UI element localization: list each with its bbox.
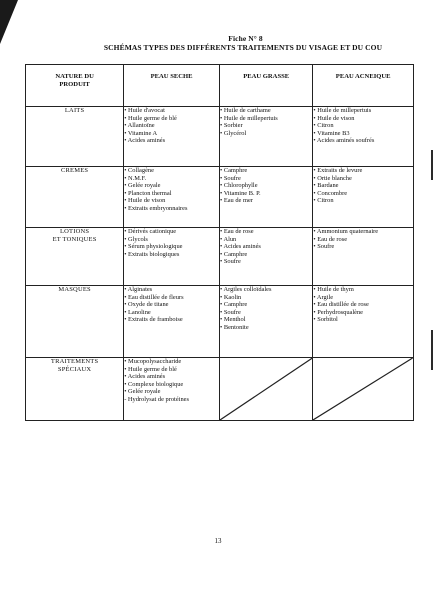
row-label-line: SPÉCIAUX xyxy=(57,366,92,373)
ingredient-list xyxy=(124,167,219,213)
scan-corner-mark xyxy=(0,0,18,44)
ingredient-list xyxy=(313,107,413,145)
empty-cell-crossed xyxy=(219,358,312,421)
ingredient-item: • Concombre xyxy=(313,189,348,197)
row-label-line: CREMES xyxy=(60,167,89,174)
ingredient-list xyxy=(124,358,219,404)
ingredient-item: • Extraits de levure xyxy=(313,167,363,174)
ingredient-item: • Huile de millepertuis xyxy=(313,107,372,114)
empty-cell-crossed xyxy=(313,358,414,421)
ingredient-list xyxy=(313,286,413,324)
table-row xyxy=(26,358,414,421)
ingredient-list xyxy=(313,167,413,205)
row-label xyxy=(26,228,124,286)
table-row xyxy=(26,286,414,358)
ingredient-item: • Eau distillée de fleurs xyxy=(124,293,184,301)
ingredient-item: • Acides aminés soufrés xyxy=(313,137,375,145)
ingredient-item: • Camphre xyxy=(219,167,248,174)
ingredient-item: • Acides aminés xyxy=(124,137,166,145)
row-label xyxy=(26,358,124,421)
ingredient-item: • Huile de thym xyxy=(313,286,354,293)
ingredient-list xyxy=(220,107,312,137)
row-label xyxy=(26,286,124,358)
ingredient-item: • Collagène xyxy=(124,167,154,174)
ingredient-list xyxy=(220,167,312,205)
ingredient-item: • Vitamine A xyxy=(124,129,158,137)
ingredient-item: • Acides aminés xyxy=(124,373,166,381)
ingredient-item: • Sérum physiologique xyxy=(124,243,183,251)
ingredient-list xyxy=(220,286,312,332)
ingredient-list xyxy=(313,228,413,251)
ingredient-item: • Extraits embryonnaires xyxy=(124,204,188,212)
ingredient-item: • Eau de mer xyxy=(219,197,253,205)
ingredient-cell-acneique xyxy=(313,286,414,358)
ingredient-item: • Huile de millepertuis xyxy=(219,114,278,122)
ingredient-item: • Dérivés cationique xyxy=(124,228,177,235)
ingredient-item: • Alun xyxy=(219,235,237,243)
ingredient-cell-grasse xyxy=(219,286,312,358)
ingredient-cell-seche xyxy=(124,167,220,228)
ingredient-cell-grasse xyxy=(219,167,312,228)
ingredient-item: • Allantoïne xyxy=(124,122,155,130)
ingredient-cell-seche xyxy=(124,228,220,286)
ingredient-cell-acneique xyxy=(313,167,414,228)
row-label xyxy=(26,167,124,228)
ingredient-item: • Glycols xyxy=(124,235,148,243)
header-peau-seche: PEAU SECHE xyxy=(124,65,220,107)
ingredient-item: • Gelée royale xyxy=(124,182,161,190)
ingredient-list xyxy=(124,228,219,258)
ingredient-item: • Huile germe de blé xyxy=(124,365,177,373)
ingredient-item: • Gelée royale xyxy=(124,388,161,396)
row-label-line: LOTIONS xyxy=(59,228,90,235)
header-peau-grasse: PEAU GRASSE xyxy=(219,65,312,107)
ingredient-item: • Extraits biologiques xyxy=(124,250,180,258)
ingredient-item: • Soufre xyxy=(219,174,241,182)
ingredient-item: • Perhydrosqualène xyxy=(313,308,364,316)
row-label xyxy=(26,107,124,167)
table-row xyxy=(26,228,414,286)
ingredient-item: • Huile de carthame xyxy=(219,107,271,114)
ingredient-item: • Huile germe de blé xyxy=(124,114,177,122)
row-label-line: MASQUES xyxy=(58,286,91,293)
ingredient-item: • Citron xyxy=(313,197,334,205)
ingredient-item: • Kaolin xyxy=(219,293,242,301)
ingredient-item: • Ammonium quaternaire xyxy=(313,228,379,235)
ingredient-item: • Eau de rose xyxy=(313,235,348,243)
ingredient-item: • Eau de rose xyxy=(219,228,254,235)
ingredient-list xyxy=(124,286,219,324)
ingredient-cell-grasse xyxy=(219,107,312,167)
ingredient-item: • Argile xyxy=(313,293,334,301)
header-nature-du-produit xyxy=(26,65,124,107)
ingredient-item: • Soufre xyxy=(219,308,241,316)
header-nature-line2: PRODUIT xyxy=(59,81,90,88)
ingredient-item: • Sorbitol xyxy=(313,316,338,324)
ingredient-item: • Huile d'avocat xyxy=(124,107,165,114)
row-label-line: TRAITEMENTS xyxy=(50,358,99,365)
scan-edge-mark xyxy=(431,150,433,180)
ingredient-item: • Menthol xyxy=(219,316,246,324)
row-label-line: ET TONIQUES xyxy=(52,236,97,243)
ingredient-item: - Hydrolysat de protéines xyxy=(124,395,189,403)
ingredient-cell-seche xyxy=(124,286,220,358)
ingredient-item: • Camphre xyxy=(219,250,248,258)
ingredient-item: • Argiles colloïdales xyxy=(219,286,272,293)
ingredient-cell-seche xyxy=(124,107,220,167)
page-number: 13 xyxy=(214,537,222,545)
ingredient-item: • Chlorophylle xyxy=(219,182,258,190)
ingredient-item: • Complexe biologique xyxy=(124,380,184,388)
diagonal-strike xyxy=(313,358,413,420)
table-header-row xyxy=(26,65,414,107)
ingredient-item: • Mucopolysaccharide xyxy=(124,358,182,365)
ingredient-item: • Soufre xyxy=(313,243,335,251)
ingredient-list xyxy=(220,228,312,266)
ingredient-cell-seche xyxy=(124,358,220,421)
ingredient-item: • Huile de vison xyxy=(313,114,355,122)
ingredient-cell-acneique xyxy=(313,228,414,286)
ingredient-item: • Oxyde de titane xyxy=(124,301,169,309)
ingredient-item: • Soufre xyxy=(219,258,241,266)
header-peau-acneique: PEAU ACNEIQUE xyxy=(313,65,414,107)
ingredient-item: • Eau distillée de rose xyxy=(313,301,369,309)
ingredient-cell-acneique xyxy=(313,107,414,167)
row-label-line: LAITS xyxy=(64,107,85,114)
ingredient-list xyxy=(124,107,219,145)
diagonal-strike xyxy=(220,358,312,420)
table-row xyxy=(26,107,414,167)
ingredient-item: • Huile de vison xyxy=(124,197,166,205)
ingredient-item: • Ortie blanche xyxy=(313,174,352,182)
ingredient-item: • Lanoline xyxy=(124,308,151,316)
ingredient-cell-grasse xyxy=(219,228,312,286)
ingredient-item: • Acides aminés xyxy=(219,243,261,251)
ingredient-item: • Plancton thermal xyxy=(124,189,172,197)
ingredient-item: • Bentonite xyxy=(219,323,249,331)
ingredient-item: • Camphre xyxy=(219,301,248,309)
header-nature-line1: NATURE DU xyxy=(55,73,94,80)
ingredient-item: • N.M.F. xyxy=(124,174,147,182)
table-row xyxy=(26,167,414,228)
ingredient-item: • Extraits de framboise xyxy=(124,316,183,324)
fiche-number: Fiche N° 8 xyxy=(228,34,263,43)
treatments-table xyxy=(25,64,414,421)
ingredient-item: • Alginates xyxy=(124,286,153,293)
ingredient-item: • Vitamine B. P. xyxy=(219,189,261,197)
ingredient-item: • Citron xyxy=(313,122,334,130)
ingredient-item: • Vitamine B3 xyxy=(313,129,350,137)
ingredient-item: • Bardane xyxy=(313,182,339,190)
scan-edge-mark xyxy=(431,330,433,370)
page-title: SCHÉMAS TYPES DES DIFFÉRENTS TRAITEMENTS DU VISAGE ET DU COU xyxy=(103,43,383,52)
ingredient-item: • Sorbier xyxy=(219,122,243,130)
ingredient-item: • Glycérol xyxy=(219,129,247,137)
